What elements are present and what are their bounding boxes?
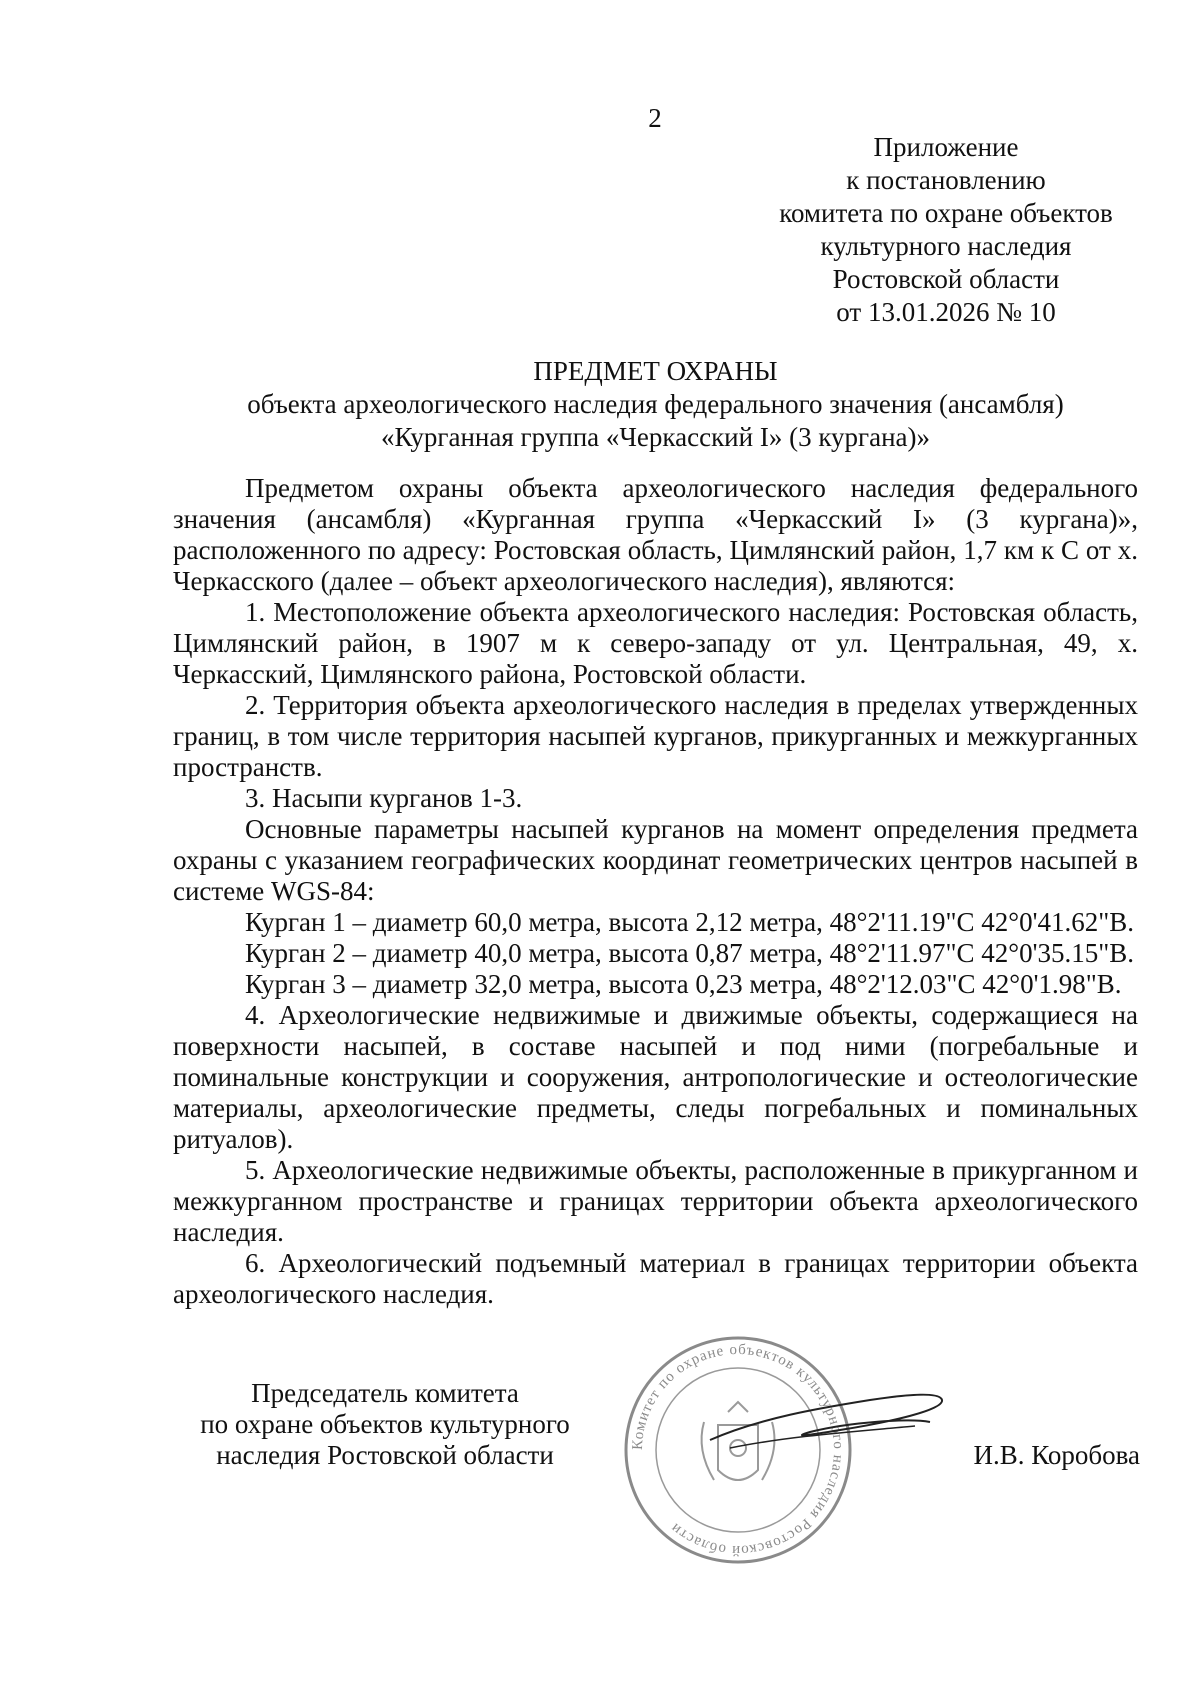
kurgan-line: Курган 2 – диаметр 40,0 метра, высота 0,87 метра, 48°2'11.97"С 42°0'35.15"В. — [245, 938, 1134, 968]
stamp-text: Комитет по охране объектов культурного наследия Ростовской области — [629, 1341, 847, 1559]
paragraph-item-1: 1. Местоположение объекта археологического наследия: Ростовская область, Цимлянский район, в 1907 м к северо-западу от ул. Центральная, 49, х. Черкасский, Цимлянского района, Ростовской области. — [173, 597, 1138, 689]
paragraph-item-6: 6. Археологический подъемный материал в границах территории объекта археологического наследия. — [173, 1248, 1138, 1309]
appendix-header — [760, 131, 1132, 329]
appendix-line: Ростовской области — [832, 264, 1060, 294]
title-line: объекта археологического наследия федерального значения (ансамбля) — [247, 389, 1064, 419]
signature-position-line: по охране объектов культурного — [200, 1409, 570, 1439]
kurgan-line: Курган 3 – диаметр 32,0 метра, высота 0,23 метра, 48°2'12.03"С 42°0'1.98"В. — [245, 969, 1122, 999]
signature-position-line: наследия Ростовской области — [216, 1440, 554, 1470]
paragraph-item-2: 2. Территория объекта археологического наследия в пределах утвержденных границ, в том числе территория насыпей курганов, прикурганных и межкурганных пространств. — [173, 690, 1138, 782]
paragraph-intro: Предметом охраны объекта археологического наследия федерального значения (ансамбля) «Курганная группа «Черкасский I» (3 кургана)», расположенного по адресу: Ростовская область, Цимлянский район, 1,7 км к С от х. Черкасского (далее – объект археологического наследия), являются: — [173, 473, 1138, 596]
signature-position-line: Председатель комитета — [251, 1378, 519, 1408]
paragraph-params: Основные параметры насыпей курганов на момент определения предмета охраны с указанием географических координат геометрических центров насыпей в системе WGS-84: — [173, 814, 1138, 906]
page-number: 2 — [648, 103, 662, 133]
signature-position — [170, 1378, 600, 1471]
signer-name: И.В. Коробова — [973, 1440, 1140, 1470]
kurgan-line: Курган 1 – диаметр 60,0 метра, высота 2,12 метра, 48°2'11.19"С 42°0'41.62"В. — [245, 907, 1134, 937]
handwritten-signature — [700, 1378, 950, 1468]
appendix-line: комитета по охране объектов — [779, 198, 1113, 228]
paragraph-item-4: 4. Археологические недвижимые и движимые объекты, содержащиеся на поверхности насыпей, в составе насыпей и под ними (погребальные и поминальные конструкции и сооружения, антропологические и остеологические материалы, археологические предметы, следы погребальных и поминальных ритуалов). — [173, 1000, 1138, 1154]
appendix-line: культурного наследия — [820, 231, 1072, 261]
paragraph-item-3: 3. Насыпи курганов 1-3. — [245, 783, 523, 813]
document-body — [173, 473, 1138, 1310]
title-line: «Курганная группа «Черкасский I» (3 кургана)» — [380, 422, 931, 452]
title-heading: ПРЕДМЕТ ОХРАНЫ — [533, 356, 778, 386]
appendix-line: от 13.01.2026 № 10 — [836, 297, 1056, 327]
appendix-line: Приложение — [873, 132, 1019, 162]
document-title — [173, 355, 1138, 454]
appendix-line: к постановлению — [846, 165, 1046, 195]
paragraph-item-5: 5. Археологические недвижимые объекты, расположенные в прикурганном и межкурганном пространстве и границах территории объекта археологического наследия. — [173, 1155, 1138, 1247]
